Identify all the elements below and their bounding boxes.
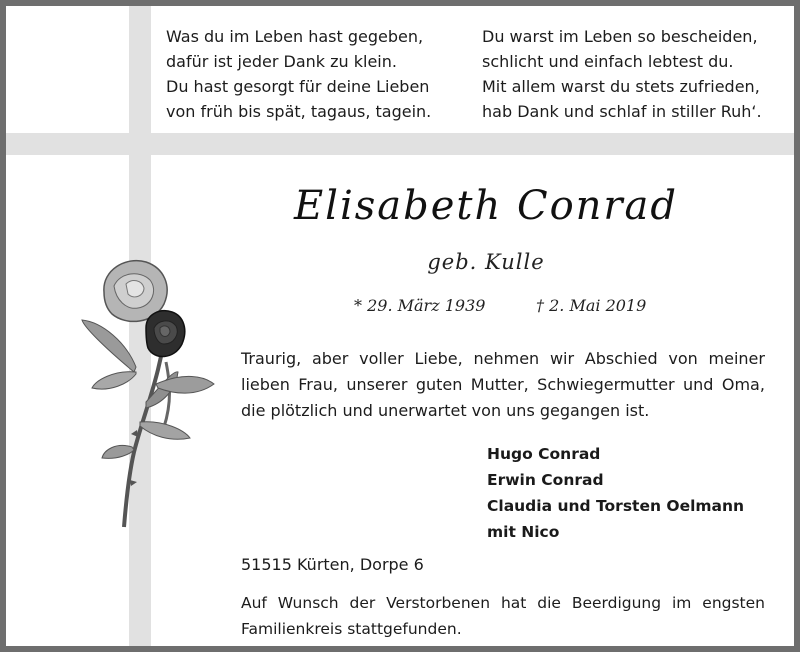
word: lieben xyxy=(241,375,290,394)
word: Wunsch xyxy=(277,594,339,612)
word: Schwiegermutter xyxy=(537,375,675,394)
poem-line: Du hast gesorgt für deine Lieben xyxy=(166,77,430,96)
farewell-message xyxy=(241,346,765,424)
cross-horizontal-bar xyxy=(6,133,800,155)
address: 51515 Kürten, Dorpe 6 xyxy=(241,555,424,574)
word: hat xyxy=(500,594,527,612)
note-line: Familienkreis stattgefunden. xyxy=(241,620,462,638)
note-line-justified xyxy=(241,590,765,616)
message-line: die plötzlich und unerwartet von uns gegangen ist. xyxy=(241,401,650,420)
word: meiner xyxy=(708,349,765,368)
poem-line: schlicht und einfach lebtest du. xyxy=(482,52,734,71)
word: voller xyxy=(359,349,404,368)
funeral-note xyxy=(241,590,765,642)
poem-line: Was du im Leben hast gegeben, xyxy=(166,27,424,46)
message-line-justified xyxy=(241,346,765,372)
poem-right xyxy=(482,24,762,124)
poem-line: Mit allem warst du stets zufrieden, xyxy=(482,77,760,96)
poem-line: Du warst im Leben so bescheiden, xyxy=(482,27,758,46)
word: Beerdigung xyxy=(571,594,662,612)
maiden-name: geb. Kulle xyxy=(427,250,545,274)
word: Traurig, xyxy=(241,349,302,368)
word: im xyxy=(671,594,692,612)
word: wir xyxy=(549,349,575,368)
word: engsten xyxy=(702,594,765,612)
word: die xyxy=(537,594,561,612)
message-line-justified xyxy=(241,372,765,398)
word: Verstorbenen xyxy=(386,594,491,612)
mourner-name: Erwin Conrad xyxy=(487,471,604,489)
birth-date: * 29. März 1939 xyxy=(354,296,486,315)
poem-line: hab Dank und schlaf in stiller Ruh‘. xyxy=(482,102,762,121)
poem-left xyxy=(166,24,431,124)
word: guten xyxy=(415,375,463,394)
word: Abschied xyxy=(584,349,658,368)
word: nehmen xyxy=(473,349,540,368)
word: Liebe, xyxy=(414,349,463,368)
mourner-name: Claudia und Torsten Oelmann xyxy=(487,497,745,515)
word: und xyxy=(683,375,714,394)
mourner-name: mit Nico xyxy=(487,523,560,541)
poem-line: von früh bis spät, tagaus, tagein. xyxy=(166,102,432,121)
word: Oma, xyxy=(721,375,765,394)
word: der xyxy=(349,594,376,612)
word: Frau, xyxy=(298,375,338,394)
rose-icon xyxy=(74,252,224,532)
poem-line: dafür ist jeder Dank zu klein. xyxy=(166,52,397,71)
mourners-list xyxy=(487,441,744,545)
word: Auf xyxy=(241,594,267,612)
word: aber xyxy=(311,349,349,368)
death-date: † 2. Mai 2019 xyxy=(536,296,647,315)
deceased-name: Elisabeth Conrad xyxy=(293,183,678,229)
mourner-name: Hugo Conrad xyxy=(487,445,601,463)
word: von xyxy=(668,349,698,368)
word: Mutter, xyxy=(470,375,529,394)
word: unserer xyxy=(346,375,408,394)
